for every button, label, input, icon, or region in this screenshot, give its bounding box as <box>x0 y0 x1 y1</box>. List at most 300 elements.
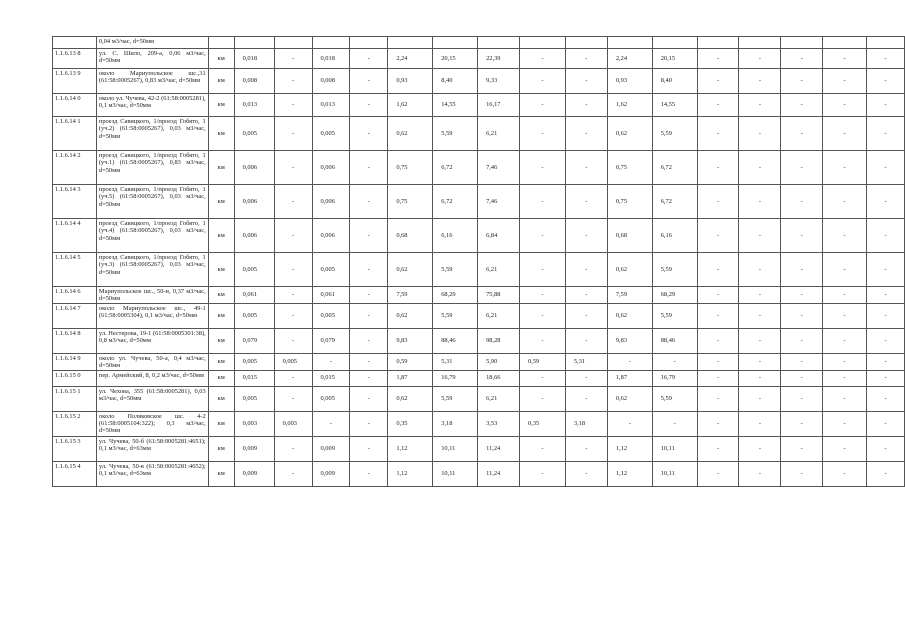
row-value: 0,62 <box>607 117 652 151</box>
row-value: - <box>520 219 566 253</box>
row-value: - <box>274 328 312 353</box>
row-value: - <box>781 328 823 353</box>
row-description: около Поляковское шс. 4-2 (61:58:0005104:322); 0,3 м3/час, d=50мм <box>96 411 208 436</box>
table-row <box>53 253 905 287</box>
row-value: 1,87 <box>388 370 433 386</box>
row-value: - <box>565 253 607 287</box>
row-value: - <box>520 151 566 185</box>
row-value: - <box>781 69 823 94</box>
row-value: 0,005 <box>234 117 274 151</box>
row-value: 0,68 <box>607 219 652 253</box>
row-value: 0,005 <box>312 386 350 411</box>
row-value: - <box>823 353 867 370</box>
row-value: - <box>823 386 867 411</box>
row-value: - <box>697 219 739 253</box>
row-value: - <box>350 151 388 185</box>
row-value: - <box>350 461 388 486</box>
row-value: 6,72 <box>652 151 697 185</box>
row-value: 0,061 <box>312 287 350 304</box>
row-value: - <box>823 328 867 353</box>
row-value: - <box>781 151 823 185</box>
row-value: - <box>565 287 607 304</box>
row-value: 1,12 <box>607 461 652 486</box>
row-value: - <box>350 328 388 353</box>
row-value: 7,46 <box>478 185 520 219</box>
row-value: 0,62 <box>607 386 652 411</box>
row-value: - <box>565 436 607 461</box>
row-value: 0,005 <box>234 253 274 287</box>
row-value: - <box>274 461 312 486</box>
row-value: - <box>739 69 781 94</box>
row-value: - <box>739 253 781 287</box>
row-value: - <box>866 287 904 304</box>
row-description: ул. Чехова, 355 (61:58:0005281), 0,03 м3/час, d=50мм <box>96 386 208 411</box>
row-value: 0,93 <box>388 69 433 94</box>
row-value: - <box>312 353 350 370</box>
row-value: - <box>866 117 904 151</box>
row-value: 0,35 <box>388 411 433 436</box>
row-value: - <box>565 49 607 69</box>
row-value: 0,009 <box>312 461 350 486</box>
row-value: - <box>274 219 312 253</box>
table-row <box>53 303 905 328</box>
row-value: - <box>520 303 566 328</box>
row-value: 0,009 <box>234 461 274 486</box>
row-value: 18,66 <box>478 370 520 386</box>
table-row <box>53 370 905 386</box>
row-value: 5,59 <box>652 303 697 328</box>
row-value: - <box>781 461 823 486</box>
row-value: - <box>520 328 566 353</box>
row-code: 1.1.6.14 5 <box>53 253 97 287</box>
table-row <box>53 287 905 304</box>
row-value: - <box>520 69 566 94</box>
row-value: 9,33 <box>478 69 520 94</box>
table-row <box>53 37 905 49</box>
row-value: - <box>350 94 388 117</box>
row-value: - <box>781 303 823 328</box>
row-value: 1,62 <box>388 94 433 117</box>
row-value: 6,21 <box>478 117 520 151</box>
row-value: - <box>739 436 781 461</box>
row-value: - <box>823 253 867 287</box>
row-value: - <box>866 253 904 287</box>
row-value: 0,59 <box>388 353 433 370</box>
row-value: - <box>781 49 823 69</box>
table-row <box>53 49 905 69</box>
row-value: 0,75 <box>388 151 433 185</box>
row-unit: км <box>208 69 234 94</box>
row-value: 0,006 <box>234 151 274 185</box>
row-unit <box>208 37 234 49</box>
row-value: - <box>274 94 312 117</box>
row-value: - <box>565 117 607 151</box>
row-value: - <box>739 185 781 219</box>
row-value: - <box>739 328 781 353</box>
row-value: 6,84 <box>478 219 520 253</box>
row-value <box>312 37 350 49</box>
row-value: - <box>565 94 607 117</box>
row-value: 7,59 <box>388 287 433 304</box>
row-value: - <box>520 117 566 151</box>
row-value: - <box>866 185 904 219</box>
row-value: 0,079 <box>234 328 274 353</box>
row-value: 16,17 <box>478 94 520 117</box>
row-value: 3,53 <box>478 411 520 436</box>
row-value: - <box>781 117 823 151</box>
row-value <box>433 37 478 49</box>
row-value: 5,59 <box>652 386 697 411</box>
row-value <box>478 37 520 49</box>
row-value: - <box>823 303 867 328</box>
row-value: 6,21 <box>478 253 520 287</box>
table-row <box>53 328 905 353</box>
row-value: - <box>739 353 781 370</box>
table-row <box>53 436 905 461</box>
row-value: 0,006 <box>312 219 350 253</box>
row-value: - <box>274 151 312 185</box>
row-code: 1.1.6.15 4 <box>53 461 97 486</box>
row-value: - <box>350 386 388 411</box>
row-value: - <box>274 117 312 151</box>
row-value: - <box>823 461 867 486</box>
row-description: ул. Нестерова, 19-1 (61:58:0005301:38), 0,8 м3/час, d=50мм <box>96 328 208 353</box>
row-value: 8,40 <box>433 69 478 94</box>
row-value: 10,11 <box>652 461 697 486</box>
row-unit: км <box>208 461 234 486</box>
row-value: 10,11 <box>652 436 697 461</box>
data-table <box>52 36 905 487</box>
table-row <box>53 94 905 117</box>
row-value: - <box>274 370 312 386</box>
row-value: - <box>823 94 867 117</box>
row-value: - <box>739 303 781 328</box>
row-value: - <box>697 303 739 328</box>
row-value: - <box>274 49 312 69</box>
row-value: - <box>866 353 904 370</box>
row-value: - <box>697 461 739 486</box>
row-value: 5,31 <box>433 353 478 370</box>
row-value: - <box>781 94 823 117</box>
row-value: - <box>866 69 904 94</box>
row-value: 11,24 <box>478 436 520 461</box>
row-value: - <box>781 185 823 219</box>
row-description: проезд Савицкого, 1/проезд Гобято, 1 (уч.1) (61:58:0005267), 0,83 м3/час, d=50мм <box>96 151 208 185</box>
row-value: - <box>739 94 781 117</box>
row-value: - <box>350 303 388 328</box>
row-unit: км <box>208 411 234 436</box>
row-code: 1.1.6.15 1 <box>53 386 97 411</box>
row-value: 9,83 <box>607 328 652 353</box>
row-value: 1,12 <box>607 436 652 461</box>
row-value: - <box>739 370 781 386</box>
row-value: - <box>739 461 781 486</box>
row-value: - <box>866 411 904 436</box>
row-value: 0,62 <box>607 303 652 328</box>
row-value: - <box>866 303 904 328</box>
row-value: - <box>866 151 904 185</box>
row-value: - <box>350 411 388 436</box>
row-value <box>781 37 823 49</box>
row-value: 3,18 <box>433 411 478 436</box>
row-value: 1,12 <box>388 461 433 486</box>
row-value: - <box>739 411 781 436</box>
row-code: 1.1.6.14 0 <box>53 94 97 117</box>
row-value: - <box>520 185 566 219</box>
table-row <box>53 411 905 436</box>
row-code: 1.1.6.14 2 <box>53 151 97 185</box>
row-value: 8,40 <box>652 69 697 94</box>
row-value: - <box>781 386 823 411</box>
row-unit: км <box>208 370 234 386</box>
row-value: 0,62 <box>388 303 433 328</box>
row-value: - <box>350 353 388 370</box>
row-value: - <box>697 353 739 370</box>
row-value: 20,15 <box>652 49 697 69</box>
row-value: - <box>697 49 739 69</box>
row-value: - <box>565 370 607 386</box>
row-description: около ул. Чучева, 50-а, 0,4 м3/час, d=50мм <box>96 353 208 370</box>
row-value <box>823 37 867 49</box>
row-value: 0,009 <box>234 436 274 461</box>
table-row <box>53 69 905 94</box>
row-value: 5,59 <box>652 117 697 151</box>
row-value: 0,59 <box>520 353 566 370</box>
row-value <box>565 37 607 49</box>
row-value: 88,46 <box>433 328 478 353</box>
row-value: - <box>739 49 781 69</box>
row-value: 16,79 <box>652 370 697 386</box>
row-description: проезд Савицкого, 1/проезд Гобято, 1 (уч.4) (61:58:0005267), 0,03 м3/час, d=50мм <box>96 219 208 253</box>
row-value: 5,90 <box>478 353 520 370</box>
row-value: 0,005 <box>274 353 312 370</box>
row-description: ул. Чучева, 50-в (61:58:0005281:4652); 0,1 м3/час, d=63мм <box>96 461 208 486</box>
row-value: - <box>350 69 388 94</box>
row-value: - <box>607 411 652 436</box>
row-value: 0,68 <box>388 219 433 253</box>
row-value: 5,59 <box>433 117 478 151</box>
row-value <box>388 37 433 49</box>
row-value: 0,006 <box>312 151 350 185</box>
row-value: - <box>697 253 739 287</box>
row-value: - <box>565 151 607 185</box>
row-value: - <box>739 287 781 304</box>
row-value: - <box>520 49 566 69</box>
row-value: 0,015 <box>234 370 274 386</box>
row-value: - <box>274 287 312 304</box>
row-value: - <box>565 219 607 253</box>
row-value: 0,003 <box>234 411 274 436</box>
row-value: - <box>866 386 904 411</box>
row-value: 0,006 <box>234 219 274 253</box>
row-value: 0,75 <box>388 185 433 219</box>
row-value: - <box>739 117 781 151</box>
row-value: - <box>866 436 904 461</box>
row-value <box>697 37 739 49</box>
row-code: 1.1.6.14 6 <box>53 287 97 304</box>
row-code: 1.1.6.14 4 <box>53 219 97 253</box>
row-value: - <box>697 69 739 94</box>
row-description: ул. Чучева, 50-б (61:58:0005281:4651); 0,1 м3/час, d=63мм <box>96 436 208 461</box>
row-value: 68,29 <box>433 287 478 304</box>
row-value: - <box>565 185 607 219</box>
row-value: 0,009 <box>312 436 350 461</box>
row-description: ул. С. Шило, 209-а, 0,06 м3/час, d=50мм <box>96 49 208 69</box>
row-value: - <box>697 94 739 117</box>
row-value: 0,005 <box>234 353 274 370</box>
row-value: 0,008 <box>234 69 274 94</box>
table-row <box>53 219 905 253</box>
row-value: 0,003 <box>274 411 312 436</box>
row-value: 5,59 <box>433 303 478 328</box>
row-value: - <box>866 461 904 486</box>
row-value <box>234 37 274 49</box>
row-value: - <box>350 287 388 304</box>
row-value: 14,55 <box>433 94 478 117</box>
row-description: проезд Савицкого, 1/проезд Гобято, 1 (уч.3) (61:58:0005267), 0,03 м3/час, d=50мм <box>96 253 208 287</box>
row-value: - <box>652 353 697 370</box>
row-value: - <box>274 386 312 411</box>
row-value: 6,16 <box>433 219 478 253</box>
row-value: 14,55 <box>652 94 697 117</box>
row-value: - <box>697 386 739 411</box>
row-code: 1.1.6.14 3 <box>53 185 97 219</box>
row-code: 1.1.6.14 1 <box>53 117 97 151</box>
row-value: 1,87 <box>607 370 652 386</box>
row-value: - <box>520 94 566 117</box>
row-value: 75,88 <box>478 287 520 304</box>
row-description: около ул. Чучева, 42-2 (61:58:0005281), 0,1 м3/час, d=50мм <box>96 94 208 117</box>
row-value: 0,005 <box>312 253 350 287</box>
table-row <box>53 117 905 151</box>
row-unit: км <box>208 436 234 461</box>
row-value <box>652 37 697 49</box>
row-value: - <box>350 117 388 151</box>
row-value: 16,79 <box>433 370 478 386</box>
row-value <box>866 37 904 49</box>
row-value: 0,018 <box>234 49 274 69</box>
row-value: - <box>274 436 312 461</box>
row-value: 5,59 <box>433 386 478 411</box>
row-value: 0,62 <box>388 117 433 151</box>
row-code: 1.1.6.13 8 <box>53 49 97 69</box>
row-value: 0,35 <box>520 411 566 436</box>
row-value: - <box>823 411 867 436</box>
row-unit: км <box>208 328 234 353</box>
row-value: 6,21 <box>478 303 520 328</box>
row-value: - <box>697 370 739 386</box>
row-code: 1.1.6.13 9 <box>53 69 97 94</box>
row-value: 2,24 <box>607 49 652 69</box>
row-value: 0,008 <box>312 69 350 94</box>
row-value: - <box>697 185 739 219</box>
row-value: - <box>781 219 823 253</box>
row-value: 20,15 <box>433 49 478 69</box>
row-unit: км <box>208 151 234 185</box>
row-value: - <box>866 49 904 69</box>
row-value: - <box>274 69 312 94</box>
row-value: - <box>781 253 823 287</box>
row-value: - <box>739 219 781 253</box>
row-value: - <box>565 303 607 328</box>
row-value: 6,72 <box>433 151 478 185</box>
row-value: - <box>565 461 607 486</box>
row-value: - <box>823 185 867 219</box>
row-value: - <box>697 117 739 151</box>
row-value: - <box>823 219 867 253</box>
row-unit: км <box>208 353 234 370</box>
row-value: 6,21 <box>478 386 520 411</box>
row-value: 0,005 <box>234 386 274 411</box>
row-unit: км <box>208 253 234 287</box>
row-value: - <box>823 117 867 151</box>
table-row <box>53 185 905 219</box>
row-unit: км <box>208 287 234 304</box>
row-value: 9,83 <box>388 328 433 353</box>
row-value: - <box>652 411 697 436</box>
row-description: около Мариупольское шс., 49-1 (61:58:0005304), 0,1 м3/час, d=50мм <box>96 303 208 328</box>
row-value: - <box>520 253 566 287</box>
row-value: - <box>823 49 867 69</box>
row-value: - <box>697 287 739 304</box>
row-value: - <box>866 219 904 253</box>
row-code: 1.1.6.14 7 <box>53 303 97 328</box>
row-unit: км <box>208 219 234 253</box>
row-value: - <box>565 69 607 94</box>
table-row <box>53 461 905 486</box>
row-value: 0,061 <box>234 287 274 304</box>
table-row <box>53 353 905 370</box>
row-value: 88,46 <box>652 328 697 353</box>
row-value: - <box>350 436 388 461</box>
row-value: - <box>866 94 904 117</box>
row-value: 1,12 <box>388 436 433 461</box>
row-value: - <box>350 219 388 253</box>
row-code: 1.1.6.15 2 <box>53 411 97 436</box>
row-value: 1,62 <box>607 94 652 117</box>
row-code: 1.1.6.14 9 <box>53 353 97 370</box>
row-value: 0,015 <box>312 370 350 386</box>
row-value: 10,11 <box>433 461 478 486</box>
row-value: - <box>697 328 739 353</box>
row-value: - <box>312 411 350 436</box>
row-value: - <box>781 436 823 461</box>
row-value: - <box>520 436 566 461</box>
row-value: 11,24 <box>478 461 520 486</box>
row-value: 5,59 <box>652 253 697 287</box>
row-value: 0,62 <box>607 253 652 287</box>
row-value <box>739 37 781 49</box>
row-unit: км <box>208 49 234 69</box>
row-value <box>520 37 566 49</box>
row-value: - <box>274 253 312 287</box>
row-value: - <box>866 328 904 353</box>
row-value: 7,46 <box>478 151 520 185</box>
row-value: 22,39 <box>478 49 520 69</box>
row-value: - <box>274 303 312 328</box>
row-value: 68,29 <box>652 287 697 304</box>
row-value: - <box>866 370 904 386</box>
row-value: 0,75 <box>607 151 652 185</box>
row-unit: км <box>208 303 234 328</box>
row-value: 98,28 <box>478 328 520 353</box>
row-description: пер. Армейский, 8, 0,2 м3/час, d=50мм <box>96 370 208 386</box>
row-value: - <box>274 185 312 219</box>
row-value: - <box>520 461 566 486</box>
row-value: 10,11 <box>433 436 478 461</box>
row-value: - <box>350 185 388 219</box>
row-value: - <box>781 370 823 386</box>
